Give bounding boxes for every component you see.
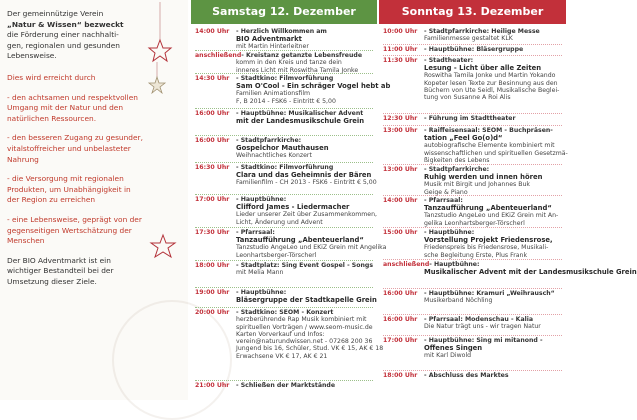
event-time: 17:30 Uhr bbox=[195, 229, 230, 236]
event-description: wissenschaftlichen und spirituellen Gesetzmä- bbox=[424, 149, 568, 157]
event-title: Lesung - Licht über alle Zeiten bbox=[424, 64, 542, 73]
event-time: 16:00 Uhr bbox=[383, 316, 418, 323]
event-time: anschließend bbox=[195, 52, 242, 59]
event-description: Erwachsene VK € 17, AK € 21 bbox=[236, 352, 328, 360]
event-location: - Hauptbühne: Sing mi mitanond - bbox=[424, 337, 543, 344]
event-time: 11:30 Uhr bbox=[383, 57, 418, 64]
event-location: - Kreistanz getanzte Lebensfreude bbox=[241, 52, 363, 59]
event-time: 17:00 Uhr bbox=[383, 337, 418, 344]
schedule-event bbox=[195, 262, 375, 277]
closing-paragraph: Der BIO Adventmarkt ist ein wichtiger Bestandteil bei der Umsetzung dieser Ziele. bbox=[7, 255, 114, 286]
event-description: Geige & Piano bbox=[424, 188, 468, 196]
event-time: 16:00 Uhr bbox=[195, 137, 230, 144]
event-separator bbox=[383, 55, 562, 56]
intro-panel bbox=[0, 0, 188, 400]
event-time: 14:00 Uhr bbox=[383, 197, 418, 204]
event-time: 19:00 Uhr bbox=[195, 289, 230, 296]
event-time: 14:30 Uhr bbox=[195, 75, 230, 82]
event-location: - Pfarrsaal: bbox=[424, 197, 463, 204]
event-description: Weihnachtliches Konzert bbox=[236, 152, 312, 160]
schedule-event bbox=[383, 28, 564, 43]
event-separator bbox=[195, 135, 373, 136]
event-title: Bläsergruppe der Stadtkapelle Grein bbox=[236, 296, 377, 305]
event-location: - Stadtpfarrkirche: Heilige Messe bbox=[424, 28, 540, 35]
schedule-event bbox=[383, 115, 564, 122]
event-description: sche Begleitung Erste, Plus Frank bbox=[424, 251, 528, 259]
schedule-event bbox=[383, 229, 564, 259]
event-location: - Hauptbühne: bbox=[236, 196, 287, 203]
event-location: - Raiffeisensaal: SEOM - Buchpräsen- bbox=[424, 127, 553, 134]
event-location: - Hauptbühne: Musikalischer Advent bbox=[236, 110, 364, 117]
event-description: Leonhartsberger-Törscherl bbox=[236, 251, 317, 259]
schedule-event bbox=[195, 52, 375, 74]
event-location: - Führung im Stadttheater bbox=[424, 115, 516, 122]
event-time: 18:00 Uhr bbox=[195, 262, 230, 269]
event-description: Tanzstudio AngeLeo und EKiZ Grein mit An- bbox=[424, 212, 559, 220]
event-time: 18:00 Uhr bbox=[383, 372, 418, 379]
event-location: - Herzlich Willkommen am bbox=[236, 28, 327, 35]
event-time: 13:00 Uhr bbox=[383, 127, 418, 134]
sunday-header: Sonntag 13. Dezember bbox=[379, 0, 566, 24]
event-separator bbox=[383, 335, 562, 336]
schedule-event bbox=[195, 75, 391, 105]
event-description: mit Karl Diwold bbox=[424, 352, 472, 360]
event-location: - Stadtheater: bbox=[424, 57, 474, 64]
saturday-header: Samstag 12. Dezember bbox=[191, 0, 377, 24]
event-title: Offenes Singen bbox=[424, 344, 483, 353]
intro-paragraph: Der gemeinnützige Verein „Natur & Wissen“ bezweckt die Förderung einer nachhalti- gen, regionalen und gesunden Lebensweise. bbox=[7, 9, 124, 61]
event-separator bbox=[383, 288, 562, 289]
event-description: verein@naturundwissen.net - 07268 200 36 bbox=[236, 338, 373, 346]
schedule-event bbox=[195, 196, 375, 226]
event-time: 17:00 Uhr bbox=[195, 196, 230, 203]
event-separator bbox=[195, 287, 373, 288]
event-time: 21:00 Uhr bbox=[195, 382, 230, 389]
event-description: komm in den Kreis und tanze dein bbox=[236, 59, 342, 67]
schedule-event bbox=[195, 28, 375, 51]
event-separator bbox=[383, 259, 562, 260]
event-separator bbox=[383, 113, 562, 114]
event-separator bbox=[195, 50, 373, 51]
event-location: - Stadtpfarrkirche: bbox=[424, 166, 490, 173]
event-location: - Pfarrsaal: bbox=[236, 229, 275, 236]
event-title: Musikalischer Advent mit der Landesmusikschule Grein bbox=[424, 268, 637, 277]
goal-item: - eine Lebensweise, geprägt von der gegenseitigen Wertschätzung der Menschen bbox=[7, 214, 142, 246]
event-location: - Stadtkino: Filmvorführung bbox=[236, 75, 334, 82]
schedule-event bbox=[383, 372, 564, 379]
event-location: - Stadtkino: SEOM - Konzert bbox=[236, 309, 334, 316]
schedule-event bbox=[195, 164, 375, 187]
event-title: Vorstellung Projekt Friedensrose, bbox=[424, 236, 553, 245]
goal-item: - den besseren Zugang zu gesunder, vitalstoffreicher und unbelasteter Nahrung bbox=[7, 133, 143, 164]
goal-item: - den achtsamen und respektvollen Umgang mit der Natur und den natürlichen Ressourcen. bbox=[7, 92, 138, 123]
event-location: - Hauptbühne: bbox=[236, 289, 287, 296]
event-description: Familienfilm - CH 2013 - FSK6 - Eintritt € 5,00 bbox=[236, 179, 377, 187]
saturday-schedule bbox=[191, 0, 391, 400]
event-separator bbox=[383, 44, 562, 45]
event-location: - Hauptbühne: bbox=[429, 261, 480, 268]
schedule-event bbox=[383, 290, 564, 305]
event-time: anschließend bbox=[383, 261, 430, 268]
event-separator bbox=[195, 108, 373, 109]
schedule-event bbox=[383, 261, 637, 277]
sunday-schedule bbox=[379, 0, 637, 400]
event-description: mit Martin Hinterleitner bbox=[236, 43, 309, 51]
event-time: 16:30 Uhr bbox=[195, 164, 230, 171]
event-title: tation „Feel Go(o)d“ bbox=[424, 134, 503, 143]
event-title: Ruhig werden und innen hören bbox=[424, 173, 543, 182]
event-description: Die Natur trägt uns - wir tragen Natur bbox=[424, 323, 541, 331]
schedule-event bbox=[383, 316, 564, 331]
event-separator bbox=[383, 125, 562, 126]
event-separator bbox=[195, 227, 373, 228]
event-description: Kopeter lesen Texte zur Besinnung aus den bbox=[424, 79, 558, 87]
schedule-event bbox=[383, 46, 564, 53]
event-description: Tanzstudio AngeLeo und EKiZ Grein mit Angelika bbox=[236, 244, 387, 252]
event-title: Gospelchor Mauthausen bbox=[236, 144, 329, 153]
schedule-event bbox=[195, 110, 375, 125]
event-location: - Stadtplatz: Sing Event Gospel - Songs bbox=[236, 262, 374, 269]
event-description: Musikerband Nöchling bbox=[424, 297, 493, 305]
event-location: - Hauptbühne: bbox=[424, 229, 475, 236]
schedule-event bbox=[195, 382, 375, 389]
event-location: - Hauptbühne: Kramuri „Weihrausch“ bbox=[424, 290, 555, 297]
event-separator bbox=[383, 227, 562, 228]
event-time: 16:00 Uhr bbox=[383, 290, 418, 297]
event-description: Friedenspreis bis Friedensrose, Musikali- bbox=[424, 244, 549, 252]
event-time: 12:30 Uhr bbox=[383, 115, 418, 122]
event-description: spirituellen Vorträgen / www.seom-music.de bbox=[236, 323, 373, 331]
event-time: 14:00 Uhr bbox=[195, 28, 230, 35]
event-time: 20:00 Uhr bbox=[195, 309, 230, 316]
event-description: gelika Leonhartsberger-Törscherl bbox=[424, 219, 525, 227]
event-location: - Pfarrsaal: Modenschau - Kalia bbox=[424, 316, 534, 323]
event-description: autobiografische Elemente kombiniert mit bbox=[424, 142, 555, 150]
event-separator bbox=[383, 195, 562, 196]
event-title: Sam O'Cool - Ein schräger Vogel hebt ab bbox=[236, 82, 391, 91]
event-location: - Abschluss des Marktes bbox=[424, 372, 509, 379]
event-description: inneres Licht mit Roswitha Tamila Jonke bbox=[236, 66, 359, 74]
event-time: 15:00 Uhr bbox=[383, 229, 418, 236]
event-time: 13:00 Uhr bbox=[383, 166, 418, 173]
schedule-event bbox=[195, 289, 375, 304]
event-description: Lieder unserer Zeit über Zusammenkommen, bbox=[236, 211, 377, 219]
event-description: mit Melia Mann bbox=[236, 269, 284, 277]
schedule-event bbox=[195, 309, 384, 360]
goal-item: - die Versorgung mit regionalen Produkten, um Unabhängigkeit in der Region zu erreichen bbox=[7, 174, 131, 205]
goals-lead: Dies wird erreicht durch bbox=[7, 72, 96, 82]
event-separator bbox=[195, 260, 373, 261]
schedule-event bbox=[195, 137, 375, 160]
event-description: ßigkeiten des Lebens bbox=[424, 156, 490, 164]
event-separator bbox=[383, 164, 562, 165]
schedule-event bbox=[383, 337, 564, 360]
event-separator bbox=[195, 380, 373, 381]
event-description: tung von Susanne A Roi Alis bbox=[424, 94, 511, 102]
schedule-event bbox=[383, 197, 564, 227]
event-description: F, B 2014 - FSK6 - Eintritt € 5,00 bbox=[236, 97, 336, 105]
schedule-event bbox=[383, 57, 564, 101]
event-title: Clifford James - Liedermacher bbox=[236, 203, 350, 212]
event-description: Familienmesse gestaltet KLK bbox=[424, 35, 513, 43]
event-title: BIO Adventmarkt bbox=[236, 35, 302, 44]
event-description: Karten Vorverkauf und Infos: bbox=[236, 330, 325, 338]
event-title: Tanzaufführung „Abenteuerland“ bbox=[424, 204, 552, 213]
event-time: 16:00 Uhr bbox=[195, 110, 230, 117]
event-description: Jungend bis 16, Schüler, Stud. VK € 15, AK € 18 bbox=[236, 345, 384, 353]
event-separator bbox=[383, 314, 562, 315]
event-location: - Stadtkino: Filmvorführung bbox=[236, 164, 334, 171]
event-description: Büchern von Ute Seidl, Musikalische Beglei- bbox=[424, 86, 560, 94]
event-separator bbox=[195, 307, 373, 308]
event-separator bbox=[195, 162, 373, 163]
event-description: herzberührende Rap Musik kombiniert mit bbox=[236, 316, 367, 324]
event-title: mit der Landesmusikschule Grein bbox=[236, 117, 365, 126]
event-time: 11:00 Uhr bbox=[383, 46, 418, 53]
event-time: 10:00 Uhr bbox=[383, 28, 418, 35]
goals-list bbox=[7, 73, 177, 247]
event-separator bbox=[195, 194, 373, 195]
event-location: - Schließen der Marktstände bbox=[236, 382, 336, 389]
event-title: Tanzaufführung „Abenteuerland“ bbox=[236, 236, 364, 245]
event-description: Roswitha Tamila Jonke und Martin Yokando bbox=[424, 72, 556, 80]
event-separator bbox=[383, 370, 562, 371]
event-description: Licht, Änderung und Advent bbox=[236, 218, 323, 226]
schedule-event bbox=[195, 229, 387, 259]
schedule-event bbox=[383, 166, 564, 196]
event-location: - Stadtpfarrkirche: bbox=[236, 137, 302, 144]
event-separator bbox=[195, 73, 373, 74]
event-location: - Hauptbühne: Bläsergruppe bbox=[424, 46, 524, 53]
schedule-event bbox=[383, 127, 568, 164]
event-description: Familien Animationsfilm bbox=[236, 90, 311, 98]
event-description: Musik mit Birgit und Johannes Buk bbox=[424, 181, 530, 189]
event-title: Clara und das Geheimnis der Bären bbox=[236, 171, 372, 180]
